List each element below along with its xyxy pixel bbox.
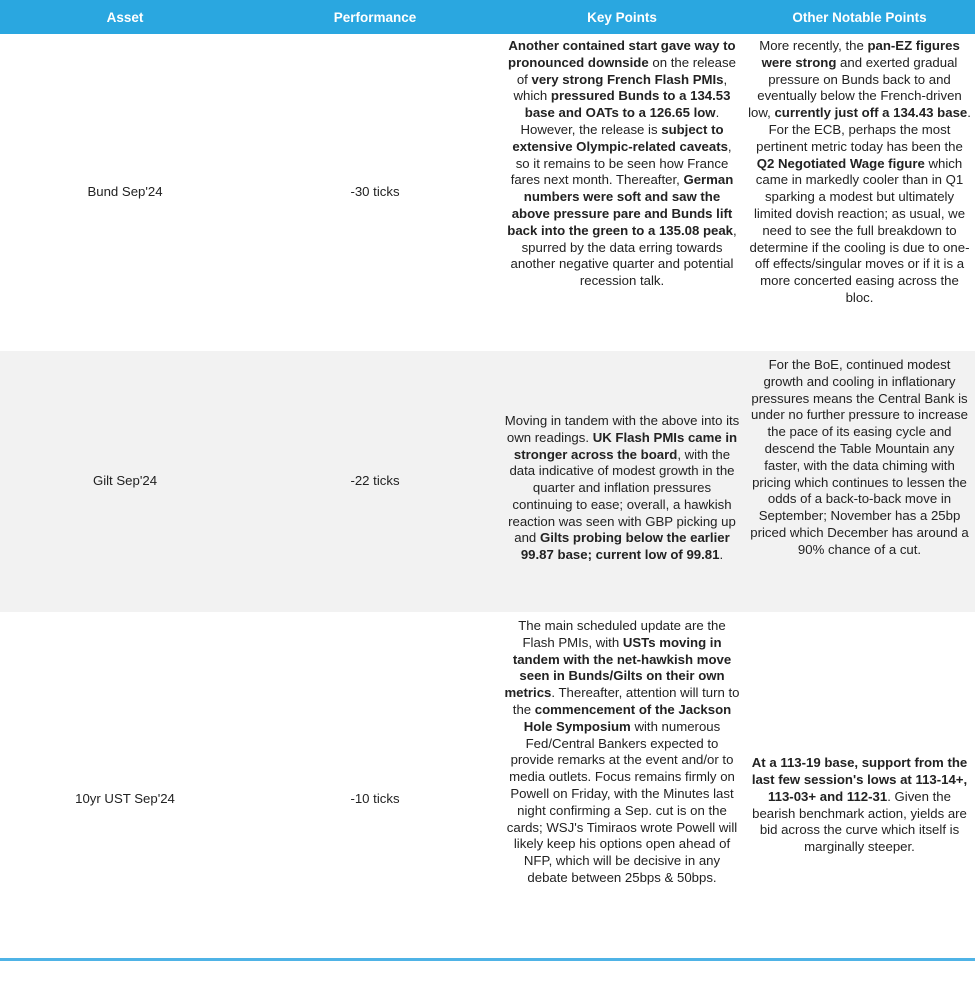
- header-performance: Performance: [250, 0, 500, 34]
- bold-text-segment: Gilts probing below the earlier 99.87 base; current low of 99.81: [520, 530, 730, 563]
- bold-text-segment: pressured Bunds to a 134.53 base and OATs to a 126.65 low: [524, 88, 731, 121]
- text-segment: with numerous Fed/Central Bankers expected to provide remarks at the event and/or to media outlets. Focus remains firmly on Powell on Friday, with the Minutes last night confirming a Sep. cut is on the cards; WSJ's Timiraos wrote Powell will likely keep his options open ahead of NFP, which will be decisive in any debate between 25bps & 50bps.: [506, 718, 738, 885]
- table-row: [0, 34, 975, 351]
- bold-text-segment: Q2 Negotiated Wage figure: [756, 155, 925, 171]
- bold-text-segment: commencement of the Jackson Hole Symposium: [523, 701, 732, 734]
- text-segment: For the BoE, continued modest growth and cooling in inflationary pressures means the Central Bank is under no further pressure to increase the pace of its easing cycle and descend the Table Mountain any faster, with the data chiming with pricing which continues to lessen the odds of a back-to-back move in September; November has a 25bp priced which December has around a 90% chance of a cut.: [750, 357, 969, 557]
- table-row: [0, 351, 975, 612]
- bottom-divider: [0, 958, 975, 961]
- header-asset: Asset: [0, 0, 250, 34]
- bold-text-segment: UK Flash PMIs came in stronger across the board: [513, 429, 738, 462]
- text-segment: which came in markedly cooler than in Q1 sparking a modest but ultimately limited dovish reaction; as usual, we need to see the full breakdown to determine if the cooling is due to one-off effects/singular moves or if it is a more concerted easing across the bloc.: [749, 155, 970, 305]
- other-points-cell: [744, 612, 975, 987]
- text-segment: and exerted gradual pressure on Bunds back to and eventually below the French-driven low,: [748, 54, 962, 121]
- text-segment: , which: [513, 71, 728, 104]
- key-points-cell: [500, 612, 744, 987]
- asset-cell: Gilt Sep'24: [0, 351, 250, 612]
- text-segment: . For the ECB, perhaps the most pertinent metric today has been the: [756, 105, 971, 154]
- text-segment: , with the data indicative of modest growth in the quarter and inflation pressures continuing to ease; overall, a hawkish reaction was seen with GBP picking up and: [508, 446, 736, 546]
- performance-cell: -30 ticks: [250, 34, 500, 351]
- bold-text-segment: pan-EZ figures were strong: [761, 38, 960, 70]
- performance-cell: -22 ticks: [250, 351, 500, 612]
- bold-text-segment: USTs moving in tandem with the net-hawkish move seen in Bunds/Gilts on their own metrics: [504, 634, 732, 701]
- text-segment: on the release of: [516, 54, 736, 87]
- text-segment: More recently, the: [759, 38, 868, 53]
- asset-cell: Bund Sep'24: [0, 34, 250, 351]
- key-points-cell: [500, 351, 744, 612]
- asset-cell: 10yr UST Sep'24: [0, 612, 250, 987]
- other-points-cell: [744, 34, 975, 351]
- key-points-cell: [500, 34, 744, 351]
- text-segment: .: [719, 547, 724, 563]
- text-segment: , spurred by the data erring towards another negative quarter and potential recession talk.: [510, 222, 737, 289]
- performance-cell: -10 ticks: [250, 612, 500, 987]
- other-points-cell: [744, 351, 975, 612]
- header-other-points: Other Notable Points: [744, 0, 975, 34]
- bold-text-segment: German numbers were soft and saw the above pressure pare and Bunds lift back into the green to a 135.08 peak: [507, 172, 734, 238]
- text-segment: . Given the bearish benchmark action, yields are bid across the curve which itself is marginally steeper.: [752, 788, 967, 855]
- bold-text-segment: currently just off a 134.43 base: [774, 105, 968, 121]
- text-segment: . Thereafter, attention will turn to the: [512, 685, 740, 717]
- bold-text-segment: very strong French Flash PMIs: [531, 71, 724, 87]
- header-key-points: Key Points: [500, 0, 744, 34]
- bold-text-segment: Another contained start gave way to pronounced downside: [508, 38, 736, 70]
- header-row: [0, 0, 975, 34]
- text-segment: Moving in tandem with the above into its own readings.: [504, 412, 740, 445]
- bold-text-segment: At a 113-19 base, support from the last few session's lows at 113-14+, 113-03+ and 112-31: [751, 755, 968, 804]
- bold-text-segment: subject to extensive Olympic-related caveats: [512, 121, 728, 154]
- text-segment: , so it remains to be seen how France fares next month. Thereafter,: [510, 138, 732, 188]
- text-segment: . However, the release is: [520, 105, 720, 137]
- table-row: [0, 612, 975, 987]
- text-segment: The main scheduled update are the Flash PMIs, with: [518, 618, 726, 650]
